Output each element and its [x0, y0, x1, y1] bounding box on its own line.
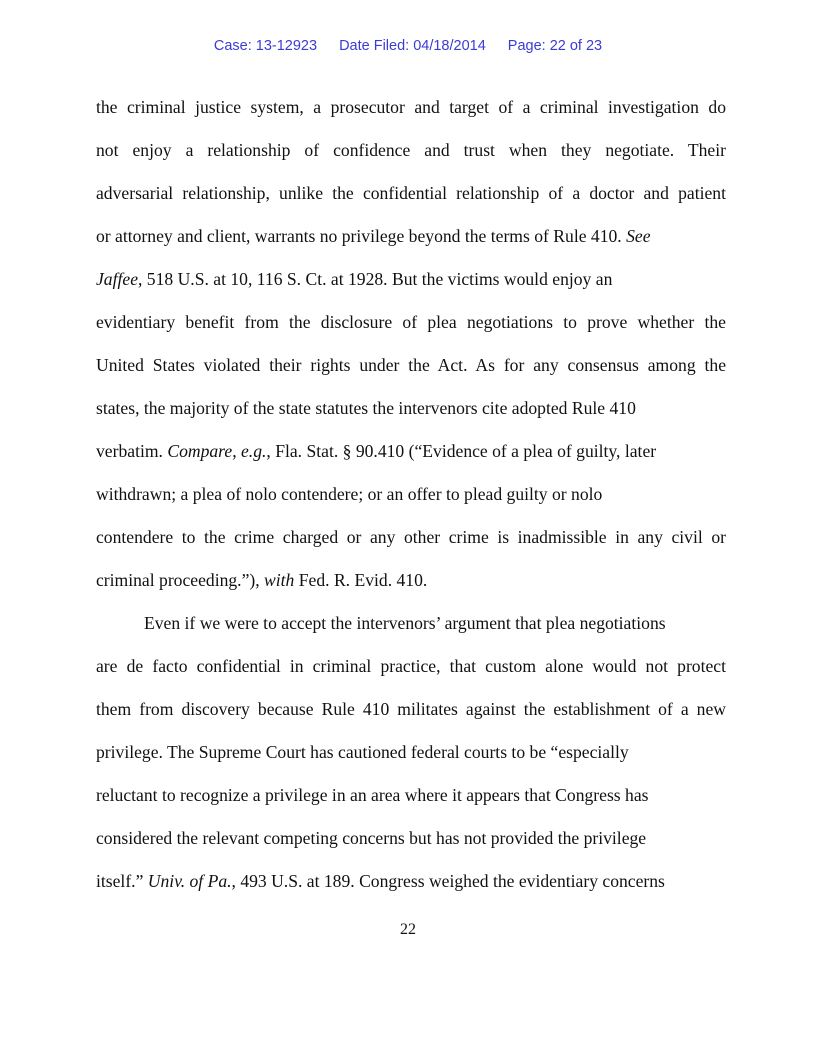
text-line — [96, 738, 726, 781]
text-line — [96, 781, 726, 824]
text-line — [96, 265, 726, 308]
text-line — [96, 523, 726, 566]
filing-header — [0, 38, 816, 54]
text-run: the criminal justice system, a prosecutor and target of a criminal investigation do — [96, 97, 726, 117]
text-line — [96, 437, 726, 480]
date-filed: Date Filed: 04/18/2014 — [339, 38, 486, 54]
text-line — [96, 179, 726, 222]
text-run: , — [232, 441, 241, 461]
text-run: not enjoy a relationship of confidence and trust when they negotiate. Their — [96, 140, 726, 160]
text-line — [96, 695, 726, 738]
citation-signal: Compare — [167, 441, 233, 461]
case-name: Univ. of Pa. — [147, 871, 232, 891]
text-line — [96, 867, 726, 910]
text-line — [96, 93, 726, 136]
text-run: Fed. R. Evid. 410. — [294, 570, 428, 590]
text-run: contendere to the crime charged or any other crime is inadmissible in any civil or — [96, 527, 726, 547]
text-run: evidentiary benefit from the disclosure of plea negotiations to prove whether the — [96, 312, 726, 332]
page-indicator: Page: 22 of 23 — [507, 38, 603, 54]
text-line — [96, 136, 726, 179]
text-run: , Fla. Stat. § 90.410 (“Evidence of a plea of guilty, later — [266, 441, 657, 461]
text-line — [96, 480, 726, 523]
text-run: , 518 U.S. at 10, 116 S. Ct. at 1928. But the victims would enjoy an — [138, 269, 613, 289]
text-run: United States violated their rights under the Act. As for any consensus among the — [96, 355, 726, 375]
text-run: considered the relevant competing concerns but has not provided the privilege — [96, 828, 647, 848]
text-run: privilege. The Supreme Court has cautioned federal courts to be “especially — [96, 742, 629, 762]
text-run: them from discovery because Rule 410 militates against the establishment of a new — [96, 699, 726, 719]
text-line — [96, 308, 726, 351]
text-run: verbatim. — [96, 441, 168, 461]
case-number: Case: 13-12923 — [213, 38, 318, 54]
text-run: itself.” — [96, 871, 148, 891]
text-line — [96, 609, 726, 652]
text-line — [96, 222, 726, 265]
text-run: are de facto confidential in criminal practice, that custom alone would not protect — [96, 656, 726, 676]
citation-signal: with — [264, 570, 295, 590]
text-run: reluctant to recognize a privilege in an area where it appears that Congress has — [96, 785, 649, 805]
opinion-text — [96, 93, 726, 910]
text-line — [96, 351, 726, 394]
text-run: withdrawn; a plea of nolo contendere; or an offer to plead guilty or nolo — [96, 484, 603, 504]
text-line — [96, 652, 726, 695]
text-line — [96, 394, 726, 437]
page-number: 22 — [400, 921, 416, 938]
text-line — [96, 824, 726, 867]
text-line — [96, 566, 726, 609]
text-run: Even if we were to accept the intervenors’ argument that plea negotiations — [144, 613, 666, 633]
text-run: or attorney and client, warrants no privilege beyond the terms of Rule 410. — [96, 226, 627, 246]
text-run: , 493 U.S. at 189. Congress weighed the evidentiary concerns — [231, 871, 665, 891]
text-run: adversarial relationship, unlike the confidential relationship of a doctor and patient — [96, 183, 726, 203]
case-name: Jaffee — [96, 269, 138, 289]
text-run: criminal proceeding.”), — [96, 570, 265, 590]
text-run: states, the majority of the state statutes the intervenors cite adopted Rule 410 — [96, 398, 636, 418]
citation-signal: See — [626, 226, 651, 246]
citation-signal: e.g. — [240, 441, 267, 461]
